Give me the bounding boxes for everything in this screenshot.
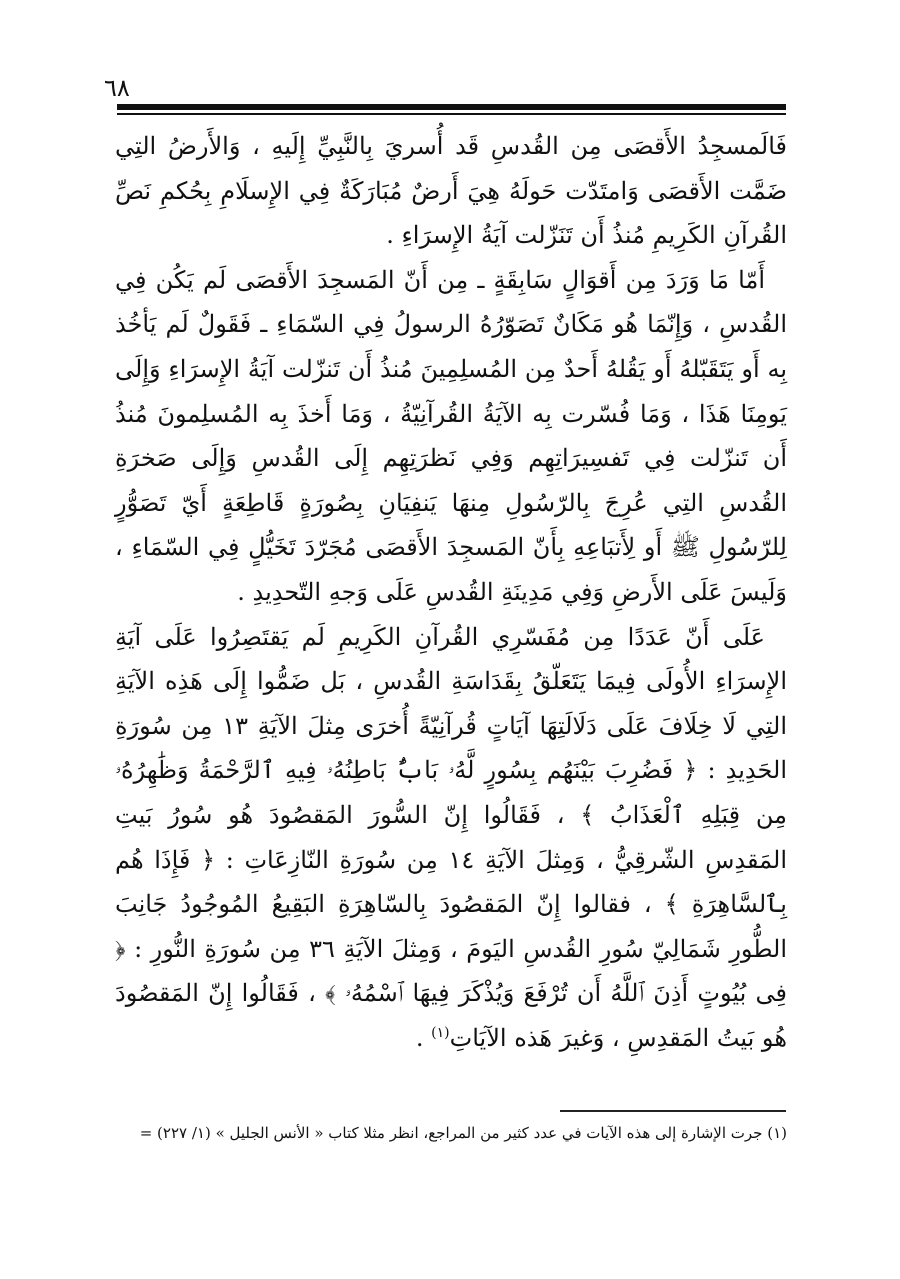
header-rule-thick [117,104,786,110]
paragraph-3-end: . [415,1023,432,1052]
header-rule-thin [117,113,786,115]
paragraph-3 [115,615,787,1061]
paragraph-1: فَالَمسجِدُ الأَقصَى مِن القُدسِ قَد أُسريَ بِالنَّبِيِّ إِلَيهِ ، وَالأَرضُ التِي ضَمَّت الأَقصَى وَامتَدّت حَولَهُ هِيَ أَرضٌ مُبَارَكَةٌ فِي الإِسلَامِ بِحُكمِ نَصِّ القُرآنِ الكَرِيمِ مُنذُ أَن تَنَزّلت آيَةُ الإِسرَاءِ . [115,132,787,250]
footnote: (١) جرت الإشارة إلى هذه الآيات في عدد كثير من المراجع، انظر مثلا كتاب « الأنس الجليل » (١/ ٢٢٧) = [139,1124,787,1142]
paragraph-3-text: عَلَى أَنّ عَدَدًا مِن مُفَسّرِي القُرآنِ الكَرِيمِ لَم يَقتَصِرُوا عَلَى آيَةِ الإِسرَاءِ الأُولَى فِيمَا يَتَعَلّقُ بِقَدَاسَةِ القُدسِ ، بَل ضَمُّوا إِلَى هَذِه الآيَةِ التِي لَا خِلَافَ عَلَى دَلَالَتِهَا آيَاتٍ قُرآنِيّةً أُخرَى مِثلَ الآيَةِ ١٣ مِن سُورَةِ الحَدِيدِ : ﴿ فَضُرِبَ بَيْنَهُم بِسُورٍ لَّهُۥ بَابٌۢ بَاطِنُهُۥ فِيهِ ٱلرَّحْمَةُ وَظَٰهِرُهُۥ مِن قِبَلِهِ ٱلْعَذَابُ ﴾ ، فَقَالُوا إِنّ السُّورَ المَقصُودَ هُو سُورُ بَيتِ المَقدِسِ الشّرقِيُّ ، وَمِثلَ الآيَةِ ١٤ مِن سُورَةِ النّازِعَاتِ : ﴿ فَإِذَا هُم بِٱلسَّاهِرَةِ ﴾ ، فقالوا إِنّ المَقصُودَ بِالسّاهِرَةِ البَقِيعُ المُوجُودُ جَانِبَ الطُّورِ شَمَالِيّ سُورِ القُدسِ اليَومَ ، وَمِثلَ الآيَةِ ٣٦ مِن سُورَةِ النُّورِ : ﴿ فِى بُيُوتٍ أَذِنَ ٱللَّهُ أَن تُرْفَعَ وَيُذْكَرَ فِيهَا ٱسْمُهُۥ ﴾ ، فَقَالُوا إِنّ المَقصُودَ هُو بَيتُ المَقدِسِ ، وَغيرَ هَذه الآيَاتِ [115,622,788,1052]
paragraph-2: أَمّا مَا وَرَدَ مِن أَقوَالٍ سَابِقَةٍ ـ مِن أَنّ المَسجِدَ الأَقصَى لَم يَكُن فِي القُدسِ ، وَإِنّمَا هُو مَكَانٌ تَصَوّرُهُ الرسولُ فِي السّمَاءِ ـ فَقَولٌ لَم يَأخُذ بِه أَو يَتَقَبّلهُ أَو يَقُلهُ أَحدٌ مِن المُسلِمِينَ مُنذُ أَن تَنزّلت آيَةُ الإِسرَاءِ وَإِلَى يَومِنَا هَذَا ، وَمَا فُسّرت بِه الآيَةُ القُرآنِيّةُ ، وَمَا أَخذَ بِه المُسلِمونَ مُنذُ أَن تَنزّلت فِي تَفسِيرَاتِهِم وَفِي نَظرَتِهِم إِلَى القُدسِ وَإِلَى صَخرَةِ القُدسِ التِي عُرِجَ بِالرّسُولِ مِنهَا يَنفِيَانِ بِصُورَةٍ قَاطِعَةٍ أَيّ تَصَوُّرٍ لِلرّسُولِ ﷺ أَو لِأَتبَاعِهِ بِأَنّ المَسجِدَ الأَقصَى مُجَرّدَ تَخَيُّلٍ فِي السّمَاءِ ، وَلَيسَ عَلَى الأَرضِ وَفِي مَدِينَةِ القُدسِ عَلَى وَجهِ التّحدِيدِ . [115,265,787,606]
page-number: ٦٨ [104,74,130,102]
footnote-rule [560,1110,786,1112]
footnote-marker: (١) [431,1024,450,1041]
body-text [115,124,787,1060]
